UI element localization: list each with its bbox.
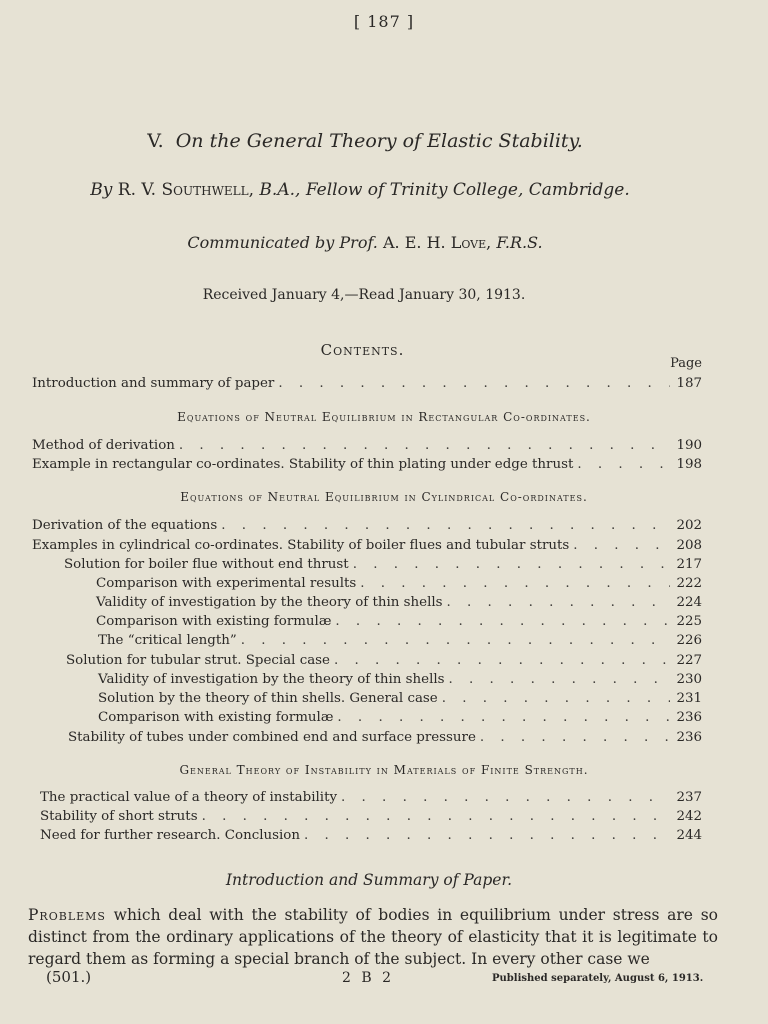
toc-entry-page: 224 xyxy=(676,595,702,610)
communicated-by xyxy=(0,233,730,252)
toc-leader-dots xyxy=(353,557,670,572)
toc-leader-dots xyxy=(304,828,670,843)
toc-leader-dots xyxy=(360,576,670,591)
toc-section-heading: General Theory of Instability in Materials of Finite Strength. xyxy=(179,763,589,777)
toc-entry xyxy=(40,828,702,846)
toc-entry-label: The practical value of a theory of instability xyxy=(40,790,338,805)
author-surname: Southwell, xyxy=(161,180,255,200)
page-footer xyxy=(0,968,768,990)
page-column-label: Page xyxy=(670,356,702,371)
author-degree: B.A., xyxy=(259,180,301,200)
toc-entry-page: 187 xyxy=(676,376,702,391)
toc-leader-dots xyxy=(221,518,670,533)
toc-entry xyxy=(32,376,702,394)
introduction-paragraph xyxy=(28,904,718,970)
toc-leader-dots xyxy=(337,710,670,725)
toc-entry-label: Introduction and summary of paper xyxy=(32,376,275,391)
toc-entry-label: Solution for boiler flue without end thrust xyxy=(64,557,349,572)
contents-heading: Contents. xyxy=(320,341,405,359)
toc-entry-label: Solution by the theory of thin shells. General case xyxy=(98,691,438,706)
communicator-surname: Love, xyxy=(450,233,492,252)
toc-entry xyxy=(96,595,702,613)
toc-entry-label: Solution for tubular strut. Special case xyxy=(66,653,330,668)
footer-number: (501.) xyxy=(46,968,92,986)
toc-leader-dots xyxy=(447,595,670,610)
toc-entry-page: 226 xyxy=(676,633,702,648)
communicator-suffix: F.R.S. xyxy=(496,233,543,252)
toc-entry-page: 236 xyxy=(676,730,702,745)
toc-leader-dots xyxy=(335,614,670,629)
toc-entry-page: 242 xyxy=(676,809,702,824)
toc-section-heading: Equations of Neutral Equilibrium in Rectangular Co-ordinates. xyxy=(177,410,591,424)
toc-leader-dots xyxy=(442,691,670,706)
toc-leader-dots xyxy=(241,633,670,648)
toc-entry xyxy=(40,809,702,827)
toc-entry-label: Example in rectangular co-ordinates. Stability of thin plating under edge thrust xyxy=(32,457,574,472)
toc-entry-page: 231 xyxy=(676,691,702,706)
author-initials: R. V. xyxy=(117,180,157,200)
toc-entry-label: Stability of tubes under combined end and surface pressure xyxy=(68,730,476,745)
title-text: On the General Theory of Elastic Stability. xyxy=(175,130,583,152)
toc-entry-page: 236 xyxy=(676,710,702,725)
toc-entry-page: 190 xyxy=(676,438,702,453)
footer-signature: 2 B 2 xyxy=(342,970,395,986)
toc-entry-label: Comparison with existing formulæ xyxy=(96,614,332,629)
toc-entry-page: 222 xyxy=(676,576,702,591)
toc-entry xyxy=(32,457,702,475)
toc-entry-label: Stability of short struts xyxy=(40,809,198,824)
toc-entry xyxy=(98,691,702,709)
toc-entry-label: Derivation of the equations xyxy=(32,518,218,533)
received-date: Received January 4,—Read January 30, 1913. xyxy=(202,287,526,303)
toc-leader-dots xyxy=(341,790,670,805)
toc-entry-label: Need for further research. Conclusion xyxy=(40,828,300,843)
toc-entry xyxy=(64,557,702,575)
paper-title xyxy=(0,130,730,152)
toc-entry xyxy=(68,730,702,748)
toc-leader-dots xyxy=(480,730,670,745)
toc-entry-label: Validity of investigation by the theory of thin shells xyxy=(98,672,445,687)
byline-by: By xyxy=(90,180,113,200)
toc-entry xyxy=(32,538,702,556)
communicated-prefix: Communicated by Prof. xyxy=(187,233,378,252)
toc-leader-dots xyxy=(449,672,670,687)
toc-section-heading: Equations of Neutral Equilibrium in Cylindrical Co-ordinates. xyxy=(180,490,588,504)
toc-entry-label: Method of derivation xyxy=(32,438,175,453)
toc-entry-page: 237 xyxy=(676,790,702,805)
toc-entry xyxy=(40,790,702,808)
toc-leader-dots xyxy=(179,438,670,453)
title-numeral: V. xyxy=(147,130,164,152)
toc-entry-page: 208 xyxy=(676,538,702,553)
toc-entry-page: 198 xyxy=(676,457,702,472)
paragraph-first-word: Problems xyxy=(28,906,106,924)
toc-entry xyxy=(66,653,702,671)
author-affiliation: Fellow of Trinity College, Cambridge. xyxy=(305,180,630,200)
toc-entry-page: 230 xyxy=(676,672,702,687)
toc-entry-label: Comparison with experimental results xyxy=(96,576,357,591)
toc-entry xyxy=(98,672,702,690)
toc-entry xyxy=(98,710,702,728)
toc-leader-dots xyxy=(577,457,670,472)
toc-entry-page: 244 xyxy=(676,828,702,843)
page-number: [ 187 ] xyxy=(353,12,415,31)
toc-entry-label: Examples in cylindrical co-ordinates. Stability of boiler flues and tubular struts xyxy=(32,538,570,553)
toc-entry xyxy=(32,518,702,536)
paragraph-text: which deal with the stability of bodies in equilibrium under stress are so distinct from the ordinary applications of the theory of elasticity that it is legitimate to regard them as forming a special branch of the subject. In every other case we xyxy=(28,906,718,968)
toc-entry-label: The “critical length” xyxy=(98,633,237,648)
toc-leader-dots xyxy=(334,653,670,668)
toc-entry-page: 225 xyxy=(676,614,702,629)
toc-entry-label: Comparison with existing formulæ xyxy=(98,710,334,725)
toc-entry xyxy=(96,614,702,632)
toc-entry-page: 202 xyxy=(676,518,702,533)
toc-entry xyxy=(32,438,702,456)
toc-leader-dots xyxy=(202,809,670,824)
toc-entry-label: Validity of investigation by the theory of thin shells xyxy=(96,595,443,610)
author-byline xyxy=(0,180,720,200)
toc-leader-dots xyxy=(573,538,670,553)
toc-entry-page: 217 xyxy=(676,557,702,572)
introduction-heading: Introduction and Summary of Paper. xyxy=(225,871,513,889)
toc-leader-dots xyxy=(278,376,670,391)
footer-published-note: Published separately, August 6, 1913. xyxy=(492,973,704,984)
toc-entry-page: 227 xyxy=(676,653,702,668)
toc-entry xyxy=(96,576,702,594)
toc-entry xyxy=(98,633,702,651)
communicator-initials: A. E. H. xyxy=(382,233,446,252)
